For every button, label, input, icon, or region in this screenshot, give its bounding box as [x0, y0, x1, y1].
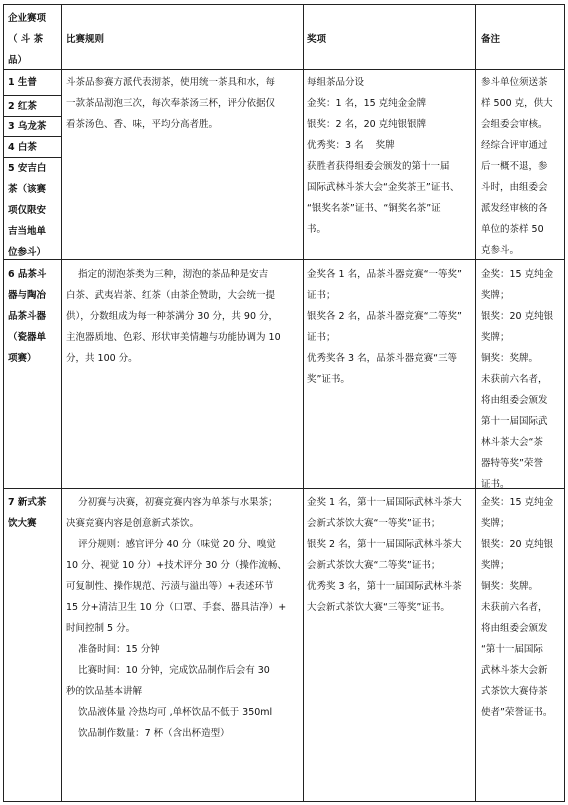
- tea-awards: 每组茶品分设 金奖：1 名，15 克纯金金牌 银奖：2 名，20 克纯银银牌 优秀奖：3 名 奖牌 获胜者获得组委会颁发的第十一届 国际武林斗茶大会“金奖茶王”证书、 “银奖名茶”证书、“铜奖名茶”证 书。: [307, 77, 460, 235]
- row-divider: [4, 488, 564, 489]
- tea-item: 4 白茶: [8, 142, 37, 153]
- ware-awards: 金奖各 1 名，品茶斗器竞赛“一等奖” 证书； 银奖各 2 名，品茶斗器竞赛“二等奖” 证书； 优秀奖各 3 名，品茶斗器竞赛“三等 奖”证书。: [307, 269, 462, 385]
- newtea-name: 7 新式茶 饮大赛: [8, 497, 47, 529]
- newtea-rules: 分初赛与决赛，初赛竞赛内容为单茶与水果茶； 决赛竞赛内容是创意新式茶饮。 评分规则：感官评分 40 分（味觉 20 分、嗅觉 10 分、视觉 10 分）+技术评分 30 分（操作流畅、 可复制性、操作规范、污渍与溢出等）+表述环节 15 分+清洁卫生 10 分（口罩、手套、器具洁净）+ 时间控制 5 分。 准备时间：15 分钟 比赛时间：10 分钟，完成饮品制作后会有 30 秒的饮品基本讲解 饮品液体量 冷热均可 ,单杯饮品不低于 350ml 饮品制作数量：7 杯（含出杯造型）: [66, 497, 287, 739]
- tea-item: 3 乌龙茶: [8, 121, 47, 132]
- competition-table: [3, 4, 565, 802]
- column-divider: [475, 5, 476, 801]
- header-notes: 备注: [481, 34, 501, 45]
- row-divider: [4, 69, 564, 70]
- ware-name: 6 品茶斗 器与陶冶 品茶斗器 （瓷器单 项赛）: [8, 269, 47, 364]
- tea-notes: 参斗单位须送茶 样 500 克，供大 会组委会审核。 经综合评审通过 后一概不退，参 斗时，由组委会 派发经审核的各 单位的茶样 50 克参斗。: [481, 77, 553, 256]
- row-divider: [4, 259, 564, 260]
- ware-notes: 金奖：15 克纯金 奖牌； 银奖：20 克纯银 奖牌； 铜奖：奖牌。 未获前六名者， 将由组委会颁发 第十一届国际武 林斗茶大会“茶 器特等奖”荣誉 证书。: [481, 269, 554, 490]
- ware-rules: 指定的沏泡茶类为三种，沏泡的茶品种是安吉 白茶、武夷岩茶、红茶（由茶企赞助，大会统一提 供），分数组成为每一种茶满分 30 分，共 90 分， 主泡器质地、色彩、形状审美情趣与功能协调为 10 分，共 100 分。: [66, 269, 281, 364]
- tea-item: 5 安吉白 茶（该赛 项仅限安 吉当地单 位参斗）: [8, 163, 47, 258]
- newtea-notes: 金奖：15 克纯金 奖牌； 银奖：20 克纯银 奖牌； 铜奖：奖牌。 未获前六名者， 将由组委会颁发 “第十一届国际 武林斗茶大会新 式茶饮大赛侍茶 使者”荣誉证书。: [481, 497, 554, 718]
- header-awards: 奖项: [307, 34, 327, 45]
- tea-item: 2 红茶: [8, 101, 37, 112]
- newtea-awards: 金奖 1 名，第十一届国际武林斗茶大 会新式茶饮大赛“一等奖”证书； 银奖 2 名，第十一届国际武林斗茶大 会新式茶饮大赛“二等奖”证书； 优秀奖 3 名，第十一届国际武林斗茶 大会新式茶饮大赛“三等奖”证书。: [307, 497, 462, 613]
- header-rules: 比赛规则: [66, 34, 105, 45]
- header-enterprise: 企业赛项 （ 斗 茶 品）: [8, 13, 47, 66]
- column-divider: [303, 5, 304, 801]
- tea-item: 1 生普: [8, 77, 37, 88]
- tea-rules: 斗茶品参赛方派代表沏茶，使用统一茶具和水，每 一款茶品沏泡三次，每次奉茶汤三杯，评分依据仅 看茶汤色、香、味，平均分高者胜。: [66, 77, 276, 130]
